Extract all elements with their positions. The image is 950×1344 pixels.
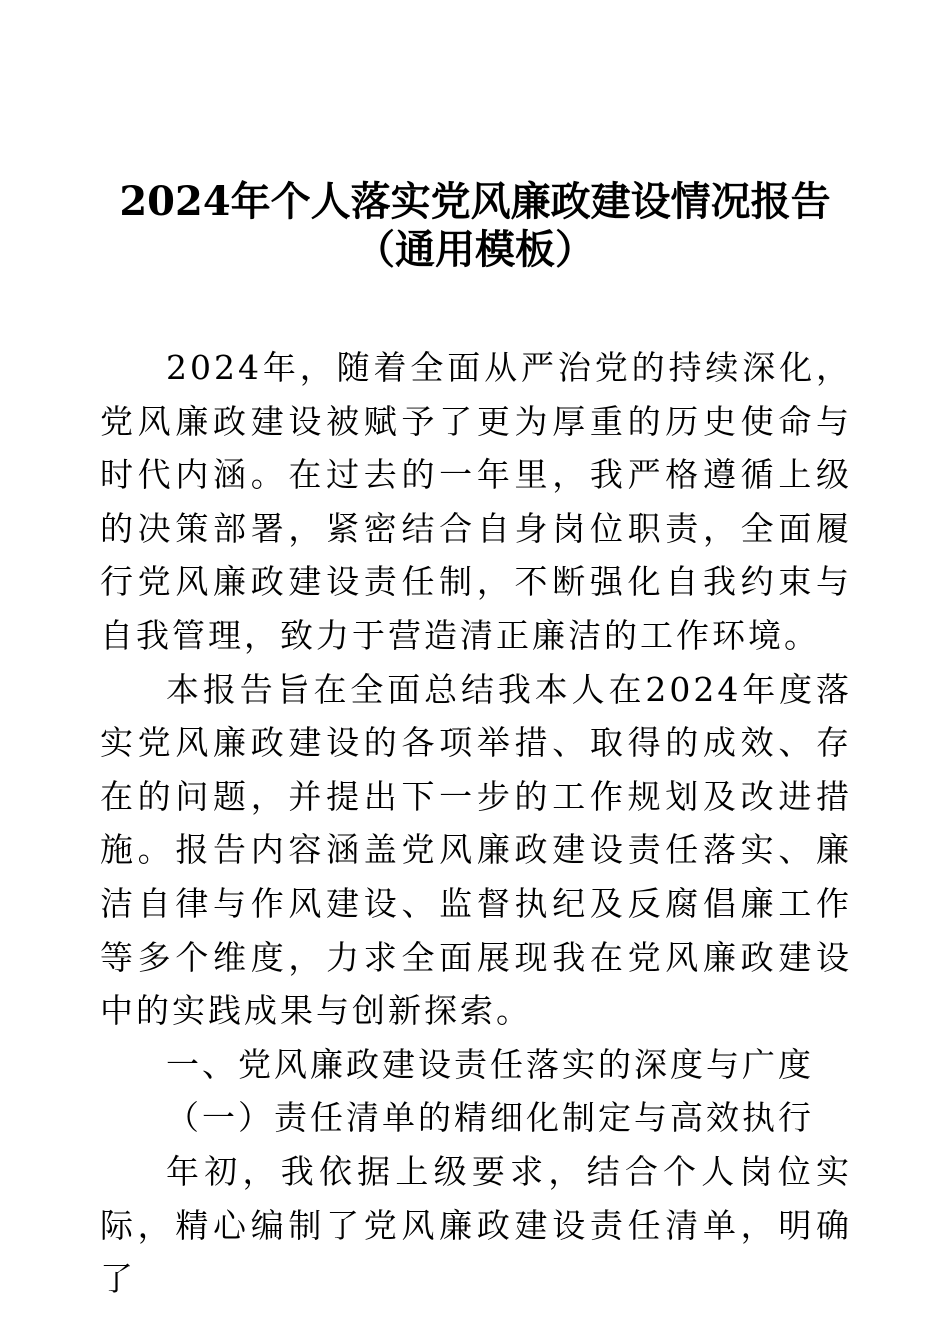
document-subtitle: （通用模板）: [355, 226, 595, 273]
document-body: [100, 341, 852, 1306]
paragraph-responsibility-list: 年初，我依据上级要求，结合个人岗位实际，精心编制了党风廉政建设责任清单，明确了: [100, 1151, 852, 1299]
paragraph-intro: 2024年，随着全面从严治党的持续深化，党风廉政建设被赋予了更为厚重的历史使命与时代内涵。在过去的一年里，我严格遵循上级的决策部署，紧密结合自身岗位职责，全面履行党风廉政建设责任制，不断强化自我约束与自我管理，致力于营造清正廉洁的工作环境。: [100, 348, 852, 655]
section-heading-1: 一、党风廉政建设责任落实的深度与广度: [166, 1044, 814, 1084]
subsection-heading-1-1: （一）责任清单的精细化制定与高效执行: [166, 1098, 814, 1138]
document-title: 2024年个人落实党风廉政建设情况报告: [119, 178, 831, 225]
paragraph-purpose: 本报告旨在全面总结我本人在2024年度落实党风廉政建设的各项举措、取得的成效、存在的问题，并提出下一步的工作规划及改进措施。报告内容涵盖党风廉政建设责任落实、廉洁自律与作风建设、监督执纪及反腐倡廉工作等多个维度，力求全面展现我在党风廉政建设中的实践成果与创新探索。: [100, 669, 852, 1031]
